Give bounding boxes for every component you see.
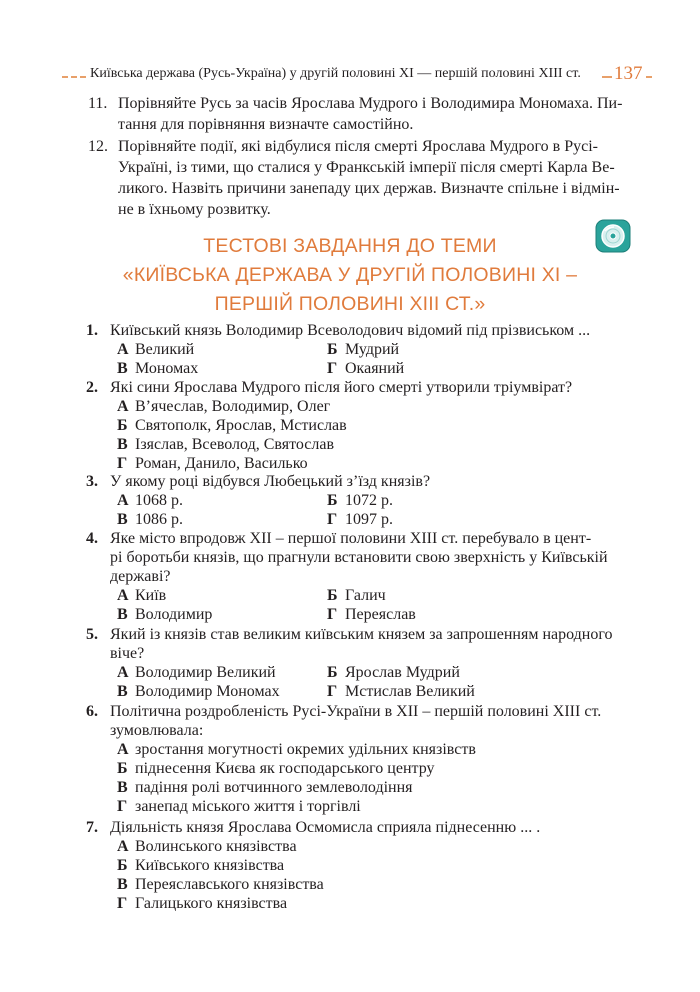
option-letter: Г xyxy=(327,360,338,377)
answer-option xyxy=(117,778,413,797)
running-title: Київська держава (Русь-Україна) у другій половині XI — першій половині XIII ст. xyxy=(90,66,581,81)
section-title-line: ТЕСТОВІ ЗАВДАННЯ ДО ТЕМИ xyxy=(203,235,497,257)
option-letter: В xyxy=(117,360,128,377)
answer-option xyxy=(117,454,308,473)
option-letter: В xyxy=(117,683,128,700)
option-text: Володимир Мономах xyxy=(135,683,280,700)
task-line: тання для порівняння визначте самостійно. xyxy=(118,116,414,133)
option-letter: В xyxy=(117,876,128,893)
answer-option xyxy=(117,856,284,875)
question-line: Політична роздробленість Русі-України в XII – першій половині XIII ст. xyxy=(110,703,602,720)
question-number: 2. xyxy=(86,379,98,396)
answer-option xyxy=(117,491,183,510)
question-number: 5. xyxy=(86,626,98,643)
option-text: Київ xyxy=(135,587,167,604)
option-letter: А xyxy=(117,341,129,358)
option-letter: Б xyxy=(327,341,338,358)
option-letter: Б xyxy=(327,664,338,681)
section-title xyxy=(90,232,610,319)
question-text xyxy=(110,378,640,397)
answer-option xyxy=(117,510,183,529)
option-letter: А xyxy=(117,587,129,604)
question-line: Який із князів став великим київським князем за запрошенням народного xyxy=(110,626,613,643)
task-12 xyxy=(88,136,640,220)
answer-option xyxy=(117,397,330,416)
question-text xyxy=(110,472,640,491)
answer-option xyxy=(117,894,287,913)
answer-option xyxy=(117,435,334,454)
question-line: Які сини Ярослава Мудрого після його смерті утворили тріумвірат? xyxy=(110,379,573,396)
option-text: падіння ролі вотчинного землеволодіння xyxy=(135,779,413,796)
option-letter: В xyxy=(117,511,128,528)
option-letter: А xyxy=(117,664,129,681)
question-number: 3. xyxy=(86,473,98,490)
task-line: Порівняйте Русь за часів Ярослава Мудрого і Володимира Мономаха. Пи- xyxy=(118,95,623,112)
answer-option xyxy=(117,605,212,624)
option-text: Переяславського князівства xyxy=(135,876,324,893)
option-text: Святополк, Ярослав, Мстислав xyxy=(135,417,347,434)
option-text: Володимир xyxy=(135,606,213,623)
task-number: 11. xyxy=(88,95,108,112)
answer-option xyxy=(117,875,324,894)
option-letter: Б xyxy=(117,417,128,434)
running-header xyxy=(62,63,648,89)
answer-option xyxy=(327,510,393,529)
header-dash-far-right xyxy=(646,76,652,78)
option-letter: Г xyxy=(327,606,338,623)
task-line: не в їхньому розвитку. xyxy=(118,201,271,218)
option-letter: Б xyxy=(327,587,338,604)
page-number: 137 xyxy=(614,63,643,84)
option-text: 1097 р. xyxy=(345,511,393,528)
answer-option xyxy=(117,340,194,359)
option-letter: Б xyxy=(117,760,128,777)
question-number: 4. xyxy=(86,530,98,547)
question-line: віче? xyxy=(110,645,145,662)
answer-option xyxy=(117,759,435,778)
option-text: В’ячеслав, Володимир, Олег xyxy=(135,398,331,415)
section-title-line: «КИЇВСЬКА ДЕРЖАВА У ДРУГІЙ ПОЛОВИНІ XI – xyxy=(122,264,578,286)
question-text xyxy=(110,529,640,586)
option-letter: А xyxy=(117,398,129,415)
option-text: Ізяслав, Всеволод, Святослав xyxy=(135,436,335,453)
question-line: Діяльність князя Ярослава Осмомисла сприяла піднесенню ... . xyxy=(110,819,541,836)
option-text: Мстислав Великий xyxy=(345,683,475,700)
option-letter: А xyxy=(117,838,129,855)
option-letter: А xyxy=(117,492,129,509)
question-line: зумовлювала: xyxy=(110,722,204,739)
answer-option xyxy=(117,740,476,759)
option-text: Ярослав Мудрий xyxy=(345,664,460,681)
question-text xyxy=(110,702,640,740)
option-text: занепад міського життя і торгівлі xyxy=(135,798,361,815)
option-text: піднесення Києва як господарського центру xyxy=(135,760,435,777)
answer-option xyxy=(117,416,347,435)
option-text: Мономах xyxy=(135,360,199,377)
option-text: Окаяний xyxy=(345,360,405,377)
option-text: Володимир Великий xyxy=(135,664,276,681)
header-dash-left xyxy=(62,76,86,78)
answer-option xyxy=(117,586,166,605)
option-text: Великий xyxy=(135,341,195,358)
option-text: Мудрий xyxy=(345,341,400,358)
option-text: 1072 р. xyxy=(345,492,393,509)
option-letter: Б xyxy=(117,857,128,874)
question-text xyxy=(110,321,640,340)
option-text: зростання могутності окремих удільних князівств xyxy=(135,741,476,758)
task-line: Порівняйте події, які відбулися після смерті Ярослава Мудрого в Русі- xyxy=(118,138,598,155)
question-line: Яке місто впродовж XII – першої половини XIII ст. перебувало в цент- xyxy=(110,530,592,547)
answer-option xyxy=(327,491,393,510)
option-text: Галицького князівства xyxy=(135,895,288,912)
question-text xyxy=(110,625,640,663)
answer-option xyxy=(327,682,475,701)
option-text: Київського князівства xyxy=(135,857,285,874)
answer-option xyxy=(327,586,386,605)
option-text: Переяслав xyxy=(345,606,416,623)
task-number: 12. xyxy=(88,138,108,155)
question-number: 1. xyxy=(86,322,98,339)
question-line: державі? xyxy=(110,568,171,585)
task-line: Україні, із тими, що сталися у Франкській імперії після смерті Карла Ве- xyxy=(118,159,615,176)
option-text: 1086 р. xyxy=(135,511,183,528)
option-letter: В xyxy=(117,779,128,796)
answer-option xyxy=(117,837,297,856)
option-letter: В xyxy=(117,436,128,453)
section-title-line: ПЕРШІЙ ПОЛОВИНІ XIII СТ.» xyxy=(214,293,486,315)
answer-option xyxy=(117,663,276,682)
question-text xyxy=(110,818,640,837)
option-text: Роман, Данило, Василько xyxy=(135,455,308,472)
option-text: 1068 р. xyxy=(135,492,183,509)
option-letter: Г xyxy=(327,683,338,700)
option-text: Галич xyxy=(345,587,386,604)
answer-option xyxy=(327,340,399,359)
task-11 xyxy=(88,93,640,135)
option-text: Волинського князівства xyxy=(135,838,297,855)
answer-option xyxy=(117,359,198,378)
answer-option xyxy=(327,663,460,682)
question-line: Київський князь Володимир Всеволодович відомий під прізвиськом ... xyxy=(110,322,591,339)
option-letter: В xyxy=(117,606,128,623)
option-letter: Г xyxy=(327,511,338,528)
question-line: У якому році відбувся Любецький з’їзд князів? xyxy=(110,473,431,490)
answer-option xyxy=(327,605,416,624)
cd-disc-icon xyxy=(595,219,631,253)
option-letter: Б xyxy=(327,492,338,509)
question-number: 7. xyxy=(86,819,98,836)
option-letter: Г xyxy=(117,895,128,912)
question-number: 6. xyxy=(86,703,98,720)
option-letter: Г xyxy=(117,798,128,815)
question-line: рі боротьби князів, що прагнули встановити свою зверхність у Київській xyxy=(110,549,608,566)
header-dash-right xyxy=(602,76,612,78)
task-line: ликого. Назвіть причини занепаду цих держав. Визначте спільне і відмін- xyxy=(118,180,620,197)
answer-option xyxy=(117,682,280,701)
option-letter: Г xyxy=(117,455,128,472)
answer-option xyxy=(117,797,361,816)
answer-option xyxy=(327,359,404,378)
option-letter: А xyxy=(117,741,129,758)
